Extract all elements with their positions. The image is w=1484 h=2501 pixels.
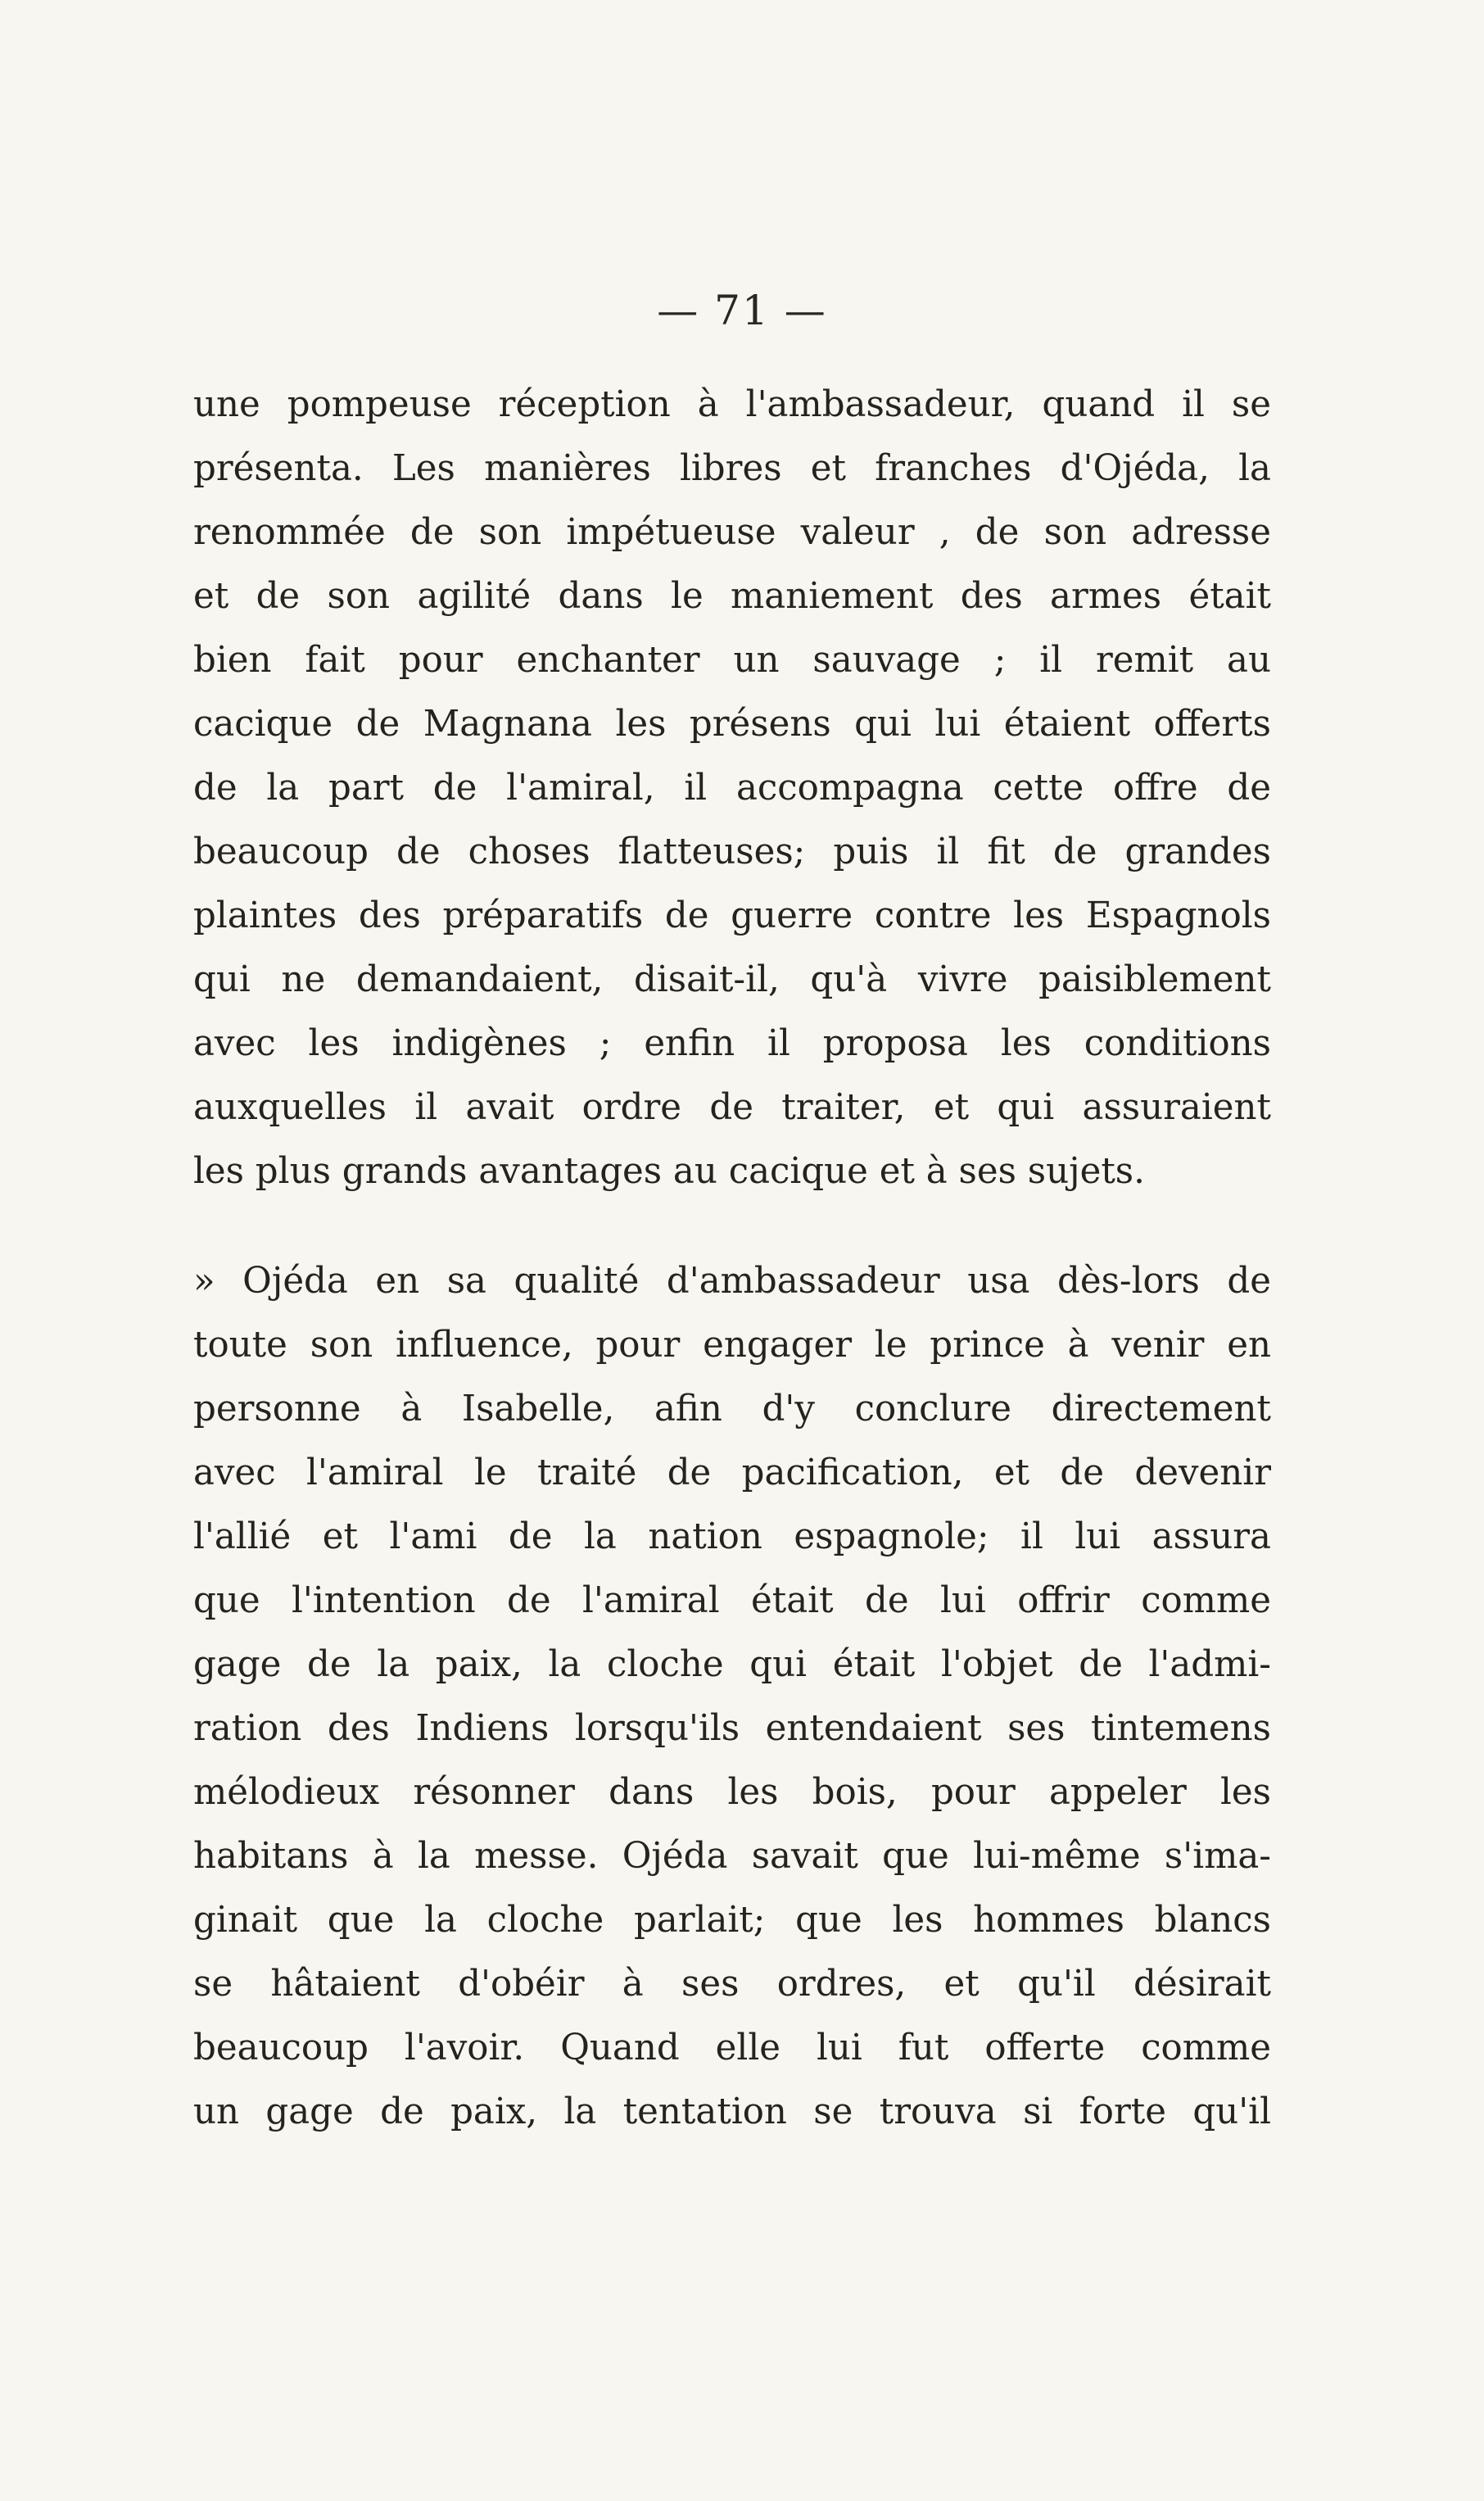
text-line: avec les indigènes ; enfin il proposa les conditions — [193, 1023, 1271, 1064]
text-line: mélodieux résonner dans les bois, pour appeler les — [193, 1772, 1271, 1813]
text-line: se hâtaient d'obéir à ses ordres, et qu'il désirait — [193, 1964, 1271, 2005]
text-line: présenta. Les manières libres et franches d'Ojéda, la — [193, 448, 1271, 489]
page-number: — 71 — — [657, 287, 827, 334]
text-line: l'allié et l'ami de la nation espagnole; il lui assura — [193, 1516, 1271, 1557]
body-text — [193, 373, 1271, 2144]
text-line: beaucoup l'avoir. Quand elle lui fut offerte comme — [193, 2028, 1271, 2068]
text-line: et de son agilité dans le maniement des armes était — [193, 576, 1271, 617]
text-line: plaintes des préparatifs de guerre contre les Espagnols — [193, 895, 1271, 936]
text-line: avec l'amiral le traité de pacification, et de devenir — [193, 1452, 1271, 1493]
text-line: habitans à la messe. Ojéda savait que lui-même s'ima- — [193, 1836, 1271, 1877]
text-line: bien fait pour enchanter un sauvage ; il remit au — [193, 640, 1271, 681]
paragraph-1 — [193, 373, 1271, 1203]
text-line: personne à Isabelle, afin d'y conclure directement — [193, 1389, 1271, 1429]
text-line: auxquelles il avait ordre de traiter, et qui assuraient — [193, 1087, 1271, 1128]
text-line: les plus grands avantages au cacique et à ses sujets. — [193, 1151, 1145, 1192]
text-line: de la part de l'amiral, il accompagna cette offre de — [193, 768, 1271, 809]
text-line: ration des Indiens lorsqu'ils entendaient ses tintemens — [193, 1708, 1271, 1749]
text-line: cacique de Magnana les présens qui lui étaient offerts — [193, 704, 1271, 745]
text-line: qui ne demandaient, disait-il, qu'à vivre paisiblement — [193, 959, 1271, 1000]
text-line: que l'intention de l'amiral était de lui offrir comme — [193, 1580, 1271, 1621]
text-line: gage de la paix, la cloche qui était l'objet de l'admi- — [193, 1644, 1271, 1685]
text-line: renommée de son impétueuse valeur , de son adresse — [193, 512, 1271, 553]
text-line: ginait que la cloche parlait; que les hommes blancs — [193, 1900, 1271, 1941]
text-line: un gage de paix, la tentation se trouva si forte qu'il — [193, 2091, 1271, 2132]
text-line: toute son influence, pour engager le prince à venir en — [193, 1325, 1271, 1366]
paragraph-2 — [193, 1249, 1271, 2144]
text-line: » Ojéda en sa qualité d'ambassadeur usa dès-lors de — [193, 1261, 1271, 1302]
text-line: beaucoup de choses flatteuses; puis il fit de grandes — [193, 831, 1271, 872]
text-line: une pompeuse réception à l'ambassadeur, quand il se — [193, 384, 1271, 425]
